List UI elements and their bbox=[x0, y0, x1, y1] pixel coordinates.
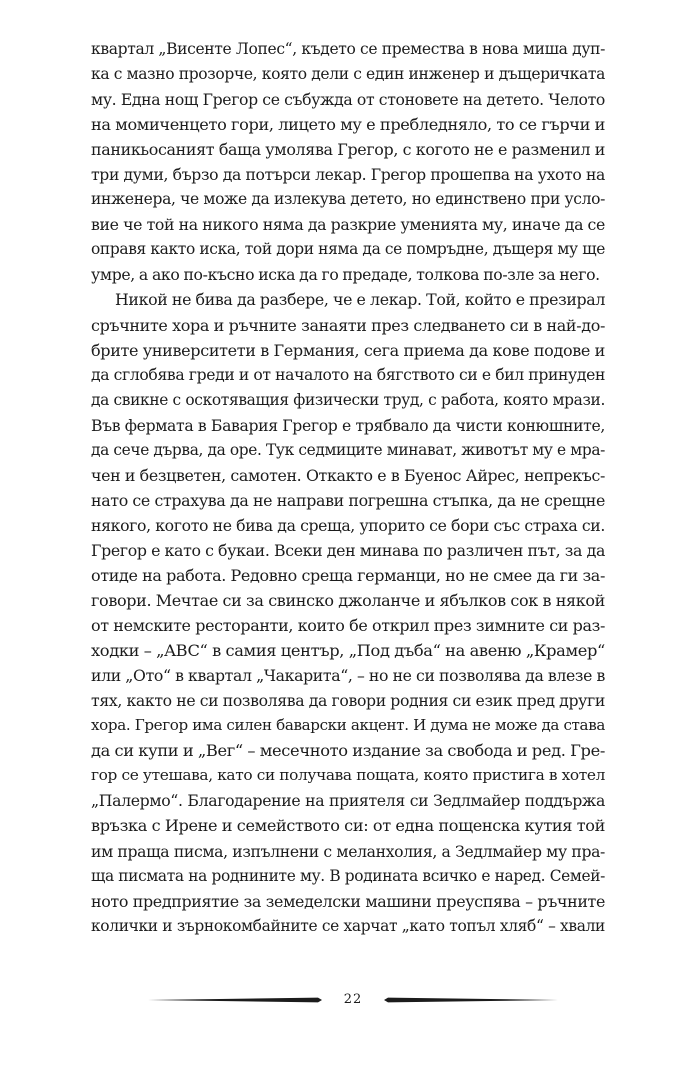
text-line: три думи, бързо да потърси лекар. Грегор прошепва на ухото на bbox=[91, 165, 605, 185]
text-line: брите университети в Германия, сега приема да кове подове и bbox=[91, 340, 605, 360]
text-line: „Палермо“. Благодарение на приятеля си Зедлмайер поддържа bbox=[91, 791, 605, 811]
text-line: тях, както не си позволява да говори родния си език пред други bbox=[91, 691, 605, 711]
text-line: инженера, че може да излекува детето, но единствено при усло- bbox=[91, 190, 605, 209]
text-line: им праща писма, изпълнени с меланхолия, а Зедлмайер му пра- bbox=[91, 841, 605, 861]
text-line: ното предприятие за земеделски машини преуспява – ръчните bbox=[91, 891, 605, 911]
body-text bbox=[91, 37, 605, 939]
text-line: връзка с Ирене и семейството си: от една пощенска кутия той bbox=[91, 816, 605, 836]
text-line: ща писмата на роднините му. В родината всичко е наред. Семей- bbox=[91, 866, 605, 885]
paragraph-first-line: Никой не бива да разбере, че е лекар. Той, който е презирал bbox=[115, 290, 605, 310]
text-line: умре, а ако по-късно иска да го предаде, толкова по-зле за него. bbox=[91, 265, 600, 285]
text-line: някого, когото не бива да среща, упорито се бори със страха си. bbox=[91, 515, 605, 535]
text-line: на момиченцето гори, лицето му е пребледняло, то се гърчи и bbox=[91, 115, 605, 135]
text-line: чен и безцветен, самотен. Откакто е в Буенос Айрес, непрекъс- bbox=[91, 465, 605, 485]
text-line: хора. Грегор има силен баварски акцент. И дума не може да става bbox=[91, 716, 605, 735]
text-line: Във фермата в Бавария Грегор е трябвало да чисти конюшните, bbox=[91, 415, 605, 435]
text-line: ка с мазно прозорче, която дели с един инженер и дъщеричката bbox=[91, 65, 605, 84]
text-line: отиде на работа. Редовно среща германци, но не смее да ги за- bbox=[91, 565, 605, 585]
text-line: или „Ото“ в квартал „Чакарита“, – но не си позволява да влезе в bbox=[91, 666, 605, 686]
text-line: колички и зърнокомбайните се харчат „като топъл хляб“ – хвали bbox=[91, 916, 605, 935]
page-footer bbox=[148, 990, 558, 1010]
text-line: ходки – „ABC“ в самия център, „Под дъба“ на авеню „Крамер“ bbox=[91, 641, 605, 661]
page-number: 22 bbox=[343, 992, 363, 1007]
text-line: сръчните хора и ръчните занаяти през следването си в най-до- bbox=[91, 315, 605, 335]
text-line: да сече дърва, да оре. Тук седмиците минават, животът му е мра- bbox=[91, 440, 605, 459]
text-line: да свикне с оскотяващия физически труд, с работа, която мрази. bbox=[91, 390, 605, 409]
text-line: да сглобява греди и от началото на бягството си е бил принуден bbox=[91, 365, 605, 384]
text-line: от немските ресторанти, които бе открил през зимните си раз- bbox=[91, 616, 605, 636]
text-line: нато се страхува да не направи погрешна стъпка, да не срещне bbox=[91, 490, 605, 510]
text-line: да си купи и „Вег“ – месечното издание за свобода и ред. Гре- bbox=[91, 741, 605, 761]
text-line: оправя както иска, той дори няма да се помръдне, дъщеря му ще bbox=[91, 240, 605, 259]
text-line: паникьосаният баща умолява Грегор, с когото не е разменил и bbox=[91, 140, 605, 160]
text-line: гор се утешава, като си получава пощата, която пристига в хотел bbox=[91, 766, 605, 785]
text-line: му. Една нощ Грегор се събужда от стоновете на детето. Челото bbox=[91, 90, 605, 110]
text-line: квартал „Висенте Лопес“, където се премества в нова миша дуп- bbox=[91, 40, 605, 58]
text-line: Грегор е като с букаи. Всеки ден минава по различен път, за да bbox=[91, 540, 605, 560]
text-line: вие че той на никого няма да разкрие уменията му, иначе да се bbox=[91, 215, 605, 235]
text-line: говори. Мечтае си за свинско джоланче и ябълков сок в някой bbox=[91, 591, 605, 611]
